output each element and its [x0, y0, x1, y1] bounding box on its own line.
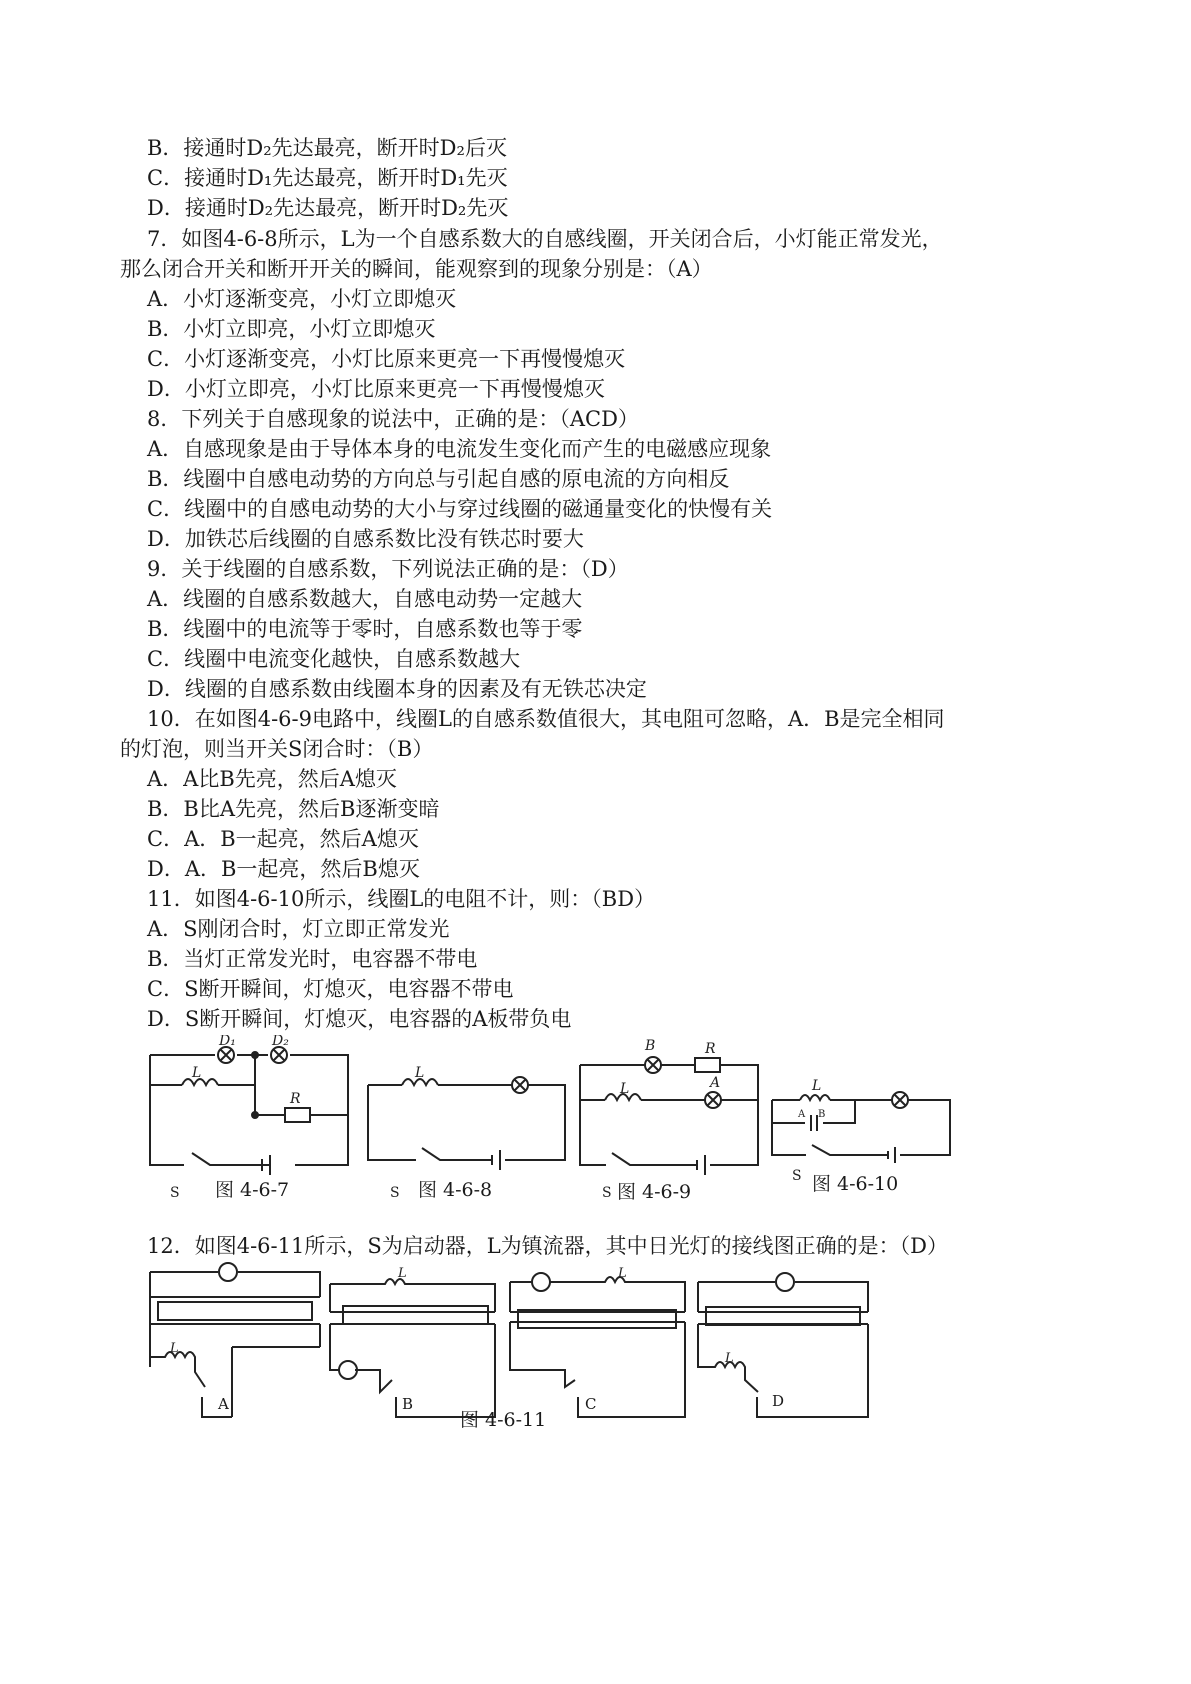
- figure-caption: 图 4-6-8: [418, 1179, 493, 1201]
- figure-caption: 图 4-6-7: [215, 1179, 290, 1201]
- option-text: C．线圈中的自感电动势的大小与穿过线圈的磁通量变化的快慢有关: [147, 497, 773, 521]
- svg-text:L: L: [415, 1065, 425, 1081]
- svg-text:L: L: [725, 1351, 734, 1366]
- option-text: D．接通时D₂先达最亮，断开时D₂先灭: [147, 196, 509, 220]
- svg-text:A: A: [710, 1075, 721, 1091]
- svg-text:L: L: [398, 1266, 407, 1281]
- svg-text:D₂: D₂: [272, 1035, 289, 1049]
- option-text: C．接通时D₁先达最亮，断开时D₁先灭: [147, 166, 508, 190]
- circuit-fig-4-6-10: [772, 1092, 950, 1163]
- option-text: A．小灯逐渐变亮，小灯立即熄灭: [147, 287, 457, 311]
- question-text: 那么闭合开关和断开开关的瞬间，能观察到的现象分别是：（A）: [120, 257, 713, 281]
- option-text: A．S刚闭合时，灯立即正常发光: [147, 917, 450, 941]
- circuit-fig-4-6-9: [580, 1057, 758, 1175]
- svg-text:S: S: [602, 1185, 612, 1201]
- option-text: B．当灯正常发光时，电容器不带电: [147, 947, 478, 971]
- svg-text:B: B: [645, 1038, 656, 1054]
- option-text: D．加铁芯后线圈的自感系数比没有铁芯时要大: [147, 527, 584, 551]
- option-label: A: [218, 1395, 229, 1413]
- option-label: C: [585, 1395, 597, 1413]
- option-text: B．小灯立即亮，小灯立即熄灭: [147, 317, 436, 341]
- svg-text:S: S: [390, 1185, 400, 1201]
- option-label: B: [402, 1395, 414, 1413]
- svg-text:L: L: [812, 1078, 822, 1094]
- wiring-option-a: [150, 1263, 320, 1417]
- question-text: 12．如图4-6-11所示，S为启动器，L为镇流器，其中日光灯的接线图正确的是：（D）: [147, 1234, 949, 1258]
- option-text: C．线圈中电流变化越快，自感系数越大: [147, 647, 521, 671]
- question-text: 8．下列关于自感现象的说法中，正确的是：（ACD）: [147, 407, 639, 431]
- option-text: C．S断开瞬间，灯熄灭，电容器不带电: [147, 977, 514, 1001]
- option-text: D．线圈的自感系数由线圈本身的因素及有无铁芯决定: [147, 677, 647, 701]
- lamp-wiring-figures: [140, 1262, 880, 1422]
- svg-text:L: L: [620, 1081, 630, 1097]
- figure-caption: 图 4-6-11: [460, 1409, 547, 1431]
- circuit-fig-4-6-7: [150, 1047, 348, 1175]
- svg-text:D₁: D₁: [219, 1035, 236, 1049]
- svg-text:R: R: [705, 1041, 716, 1057]
- option-text: A．A比B先亮，然后A熄灭: [147, 767, 397, 791]
- option-text: B．B比A先亮，然后B逐渐变暗: [147, 797, 440, 821]
- svg-text:L: L: [192, 1065, 202, 1081]
- svg-text:L: L: [170, 1341, 179, 1356]
- wiring-option-c: [510, 1273, 685, 1417]
- circuit-fig-4-6-8: [368, 1077, 565, 1170]
- figure-caption: 图 4-6-9: [617, 1181, 692, 1203]
- svg-text:L: L: [618, 1266, 627, 1281]
- question-text: 的灯泡，则当开关S闭合时：（B）: [120, 737, 434, 761]
- question-text: 10．在如图4-6-9电路中，线圈L的自感系数值很大，其电阻可忽略，A．B是完全相同: [147, 707, 945, 731]
- question-text: 11．如图4-6-10所示，线圈L的电阻不计，则：（BD）: [147, 887, 656, 911]
- svg-text:S: S: [170, 1185, 180, 1201]
- option-text: D．S断开瞬间，灯熄灭，电容器的A板带负电: [147, 1007, 572, 1031]
- option-text: D．小灯立即亮，小灯比原来更亮一下再慢慢熄灭: [147, 377, 605, 401]
- option-text: C．小灯逐渐变亮，小灯比原来更亮一下再慢慢熄灭: [147, 347, 626, 371]
- option-text: B．接通时D₂先达最亮，断开时D₂后灭: [147, 136, 507, 160]
- option-text: A．线圈的自感系数越大，自感电动势一定越大: [147, 587, 583, 611]
- option-text: B．线圈中的电流等于零时，自感系数也等于零: [147, 617, 583, 641]
- question-text: 9．关于线圈的自感系数，下列说法正确的是：（D）: [147, 557, 629, 581]
- svg-text:S: S: [792, 1168, 802, 1184]
- figure-caption: 图 4-6-10: [812, 1173, 899, 1195]
- option-label: D: [772, 1392, 785, 1410]
- svg-text:R: R: [290, 1091, 301, 1107]
- svg-text:B: B: [818, 1109, 826, 1120]
- option-text: A．自感现象是由于导体本身的电流发生变化而产生的电磁感应现象: [147, 437, 772, 461]
- question-text: 7．如图4-6-8所示，L为一个自感系数大的自感线圈，开关闭合后，小灯能正常发光，: [147, 227, 943, 251]
- option-text: D．A．B一起亮，然后B熄灭: [147, 857, 420, 881]
- option-text: B．线圈中自感电动势的方向总与引起自感的原电流的方向相反: [147, 467, 730, 491]
- option-text: C．A．B一起亮，然后A熄灭: [147, 827, 419, 851]
- svg-text:A: A: [798, 1109, 806, 1120]
